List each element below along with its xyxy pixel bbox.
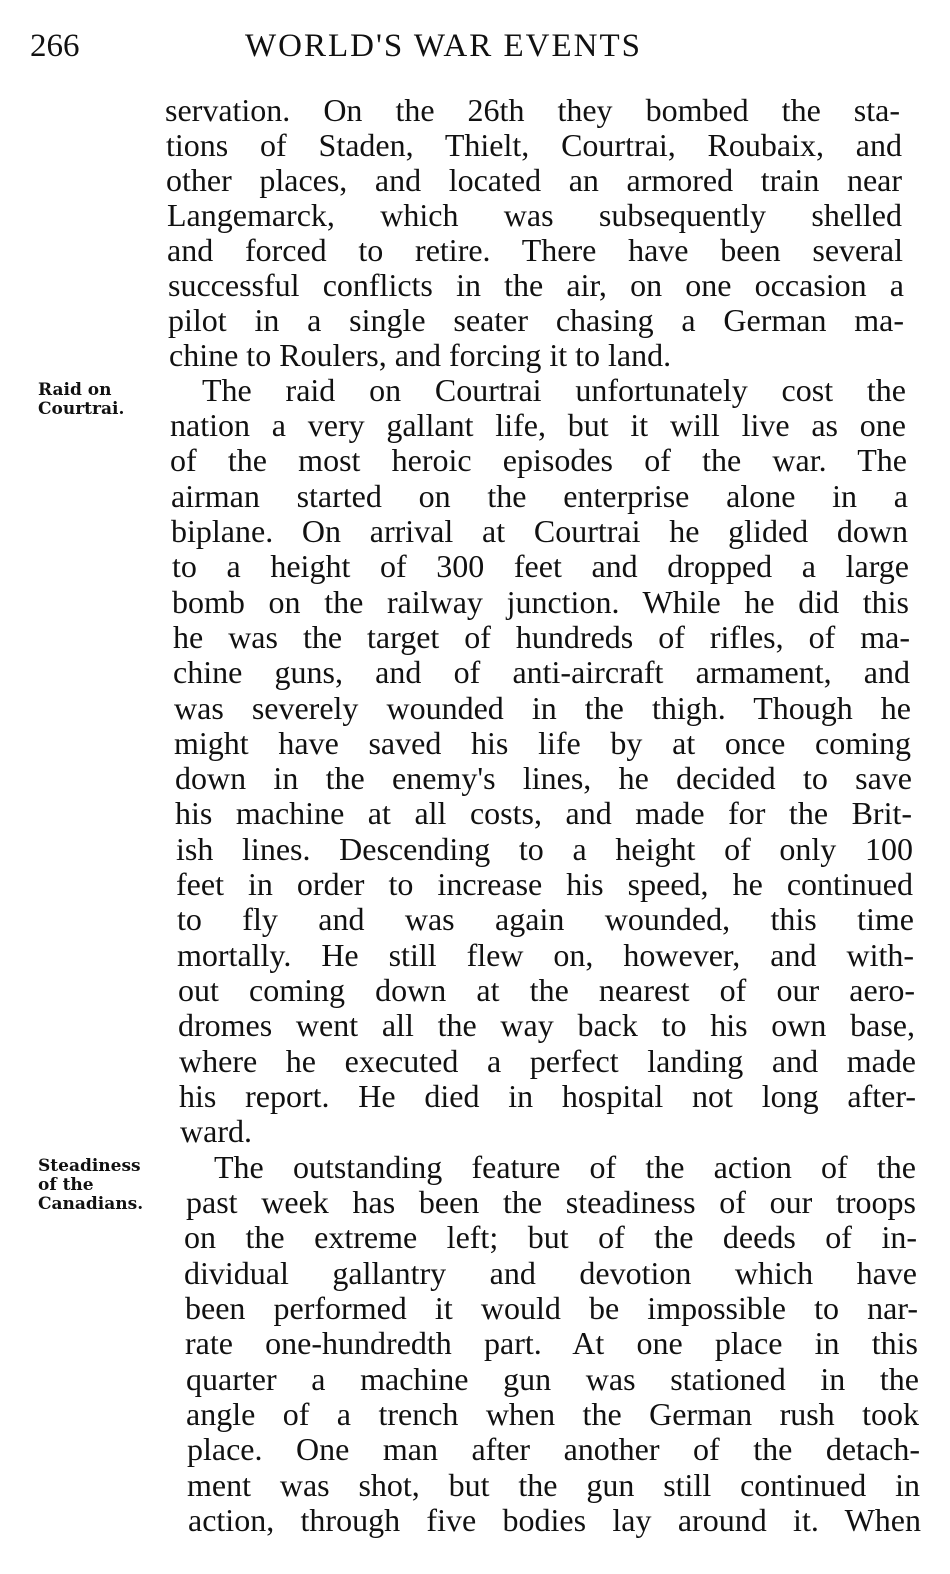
- text-line: he was the target of hundreds of rifles, of ma-: [173, 619, 910, 655]
- running-head: WORLD'S WAR EVENTS: [245, 28, 643, 64]
- text-line: rate one-hundredth part. At one place in this: [185, 1325, 918, 1361]
- text-line: Langemarck, which was subsequently shelled: [167, 197, 902, 233]
- text-line: past week has been the steadiness of our troops: [186, 1184, 916, 1220]
- text-line: successful conflicts in the air, on one occasion a: [168, 267, 904, 303]
- text-line: where he executed a perfect landing and made: [179, 1043, 916, 1079]
- text-line: to fly and was again wounded, this time: [177, 901, 914, 937]
- text-line: nation a very gallant life, but it will live as one: [170, 407, 906, 443]
- text-line: tions of Staden, Thielt, Courtrai, Roubaix, and: [166, 127, 902, 163]
- text-line: place. One man after another of the detach-: [187, 1431, 920, 1467]
- text-line: The raid on Courtrai unfortunately cost the: [202, 372, 906, 408]
- text-line: bomb on the railway junction. While he did this: [172, 584, 909, 620]
- text-line: angle of a trench when the German rush took: [186, 1396, 919, 1432]
- page-number: 266: [30, 28, 80, 64]
- text-line: been performed it would be impossible to nar-: [185, 1290, 918, 1326]
- text-line: servation. On the 26th they bombed the sta-: [165, 92, 900, 128]
- text-line: mortally. He still flew on, however, and with-: [177, 937, 914, 973]
- text-line: other places, and located an armored train near: [166, 162, 902, 198]
- text-line: of the most heroic episodes of the war. The: [170, 442, 907, 478]
- text-line: might have saved his life by at once coming: [174, 725, 911, 761]
- text-line: quarter a machine gun was stationed in the: [186, 1361, 919, 1397]
- text-line: dromes went all the way back to his own base,: [178, 1007, 915, 1043]
- text-line: was severely wounded in the thigh. Though he: [174, 690, 911, 726]
- text-line: feet in order to increase his speed, he continued: [176, 866, 913, 902]
- text-line: out coming down at the nearest of our aero-: [178, 972, 915, 1008]
- text-line: chine guns, and of anti-aircraft armament, and: [173, 654, 910, 690]
- text-line: action, through five bodies lay around it. When: [188, 1502, 921, 1538]
- text-line: chine to Roulers, and forcing it to land.: [169, 337, 672, 373]
- sidenote-raid-on-courtrai: [38, 381, 124, 419]
- text-line: and forced to retire. There have been several: [167, 232, 903, 268]
- text-line: ward.: [180, 1113, 252, 1149]
- text-line: down in the enemy's lines, he decided to save: [175, 760, 912, 796]
- text-line: airman started on the enterprise alone in a: [171, 478, 908, 514]
- text-line: The outstanding feature of the action of the: [214, 1149, 916, 1185]
- sidenote-steadiness-of-the-canadians: [38, 1157, 143, 1214]
- text-line: pilot in a single seater chasing a German ma-: [168, 302, 904, 338]
- text-line: ment was shot, but the gun still continued in: [187, 1467, 920, 1503]
- sidenote-line: Canadians.: [38, 1194, 144, 1214]
- text-line: biplane. On arrival at Courtrai he glided down: [171, 513, 908, 549]
- text-line: on the extreme left; but of the deeds of in-: [184, 1219, 917, 1255]
- text-line: to a height of 300 feet and dropped a large: [172, 548, 909, 584]
- sidenote-line: Courtrai.: [38, 399, 125, 419]
- text-line: his report. He died in hospital not long after-: [179, 1078, 916, 1114]
- sidenote-line: of the: [38, 1175, 94, 1195]
- page-header: [30, 22, 910, 70]
- text-line: his machine at all costs, and made for the Brit-: [175, 795, 912, 831]
- sidenote-line: Steadiness: [38, 1156, 141, 1176]
- text-line: ish lines. Descending to a height of only 100: [176, 831, 913, 867]
- text-line: dividual gallantry and devotion which have: [184, 1255, 917, 1291]
- sidenote-line: Raid on: [38, 380, 112, 400]
